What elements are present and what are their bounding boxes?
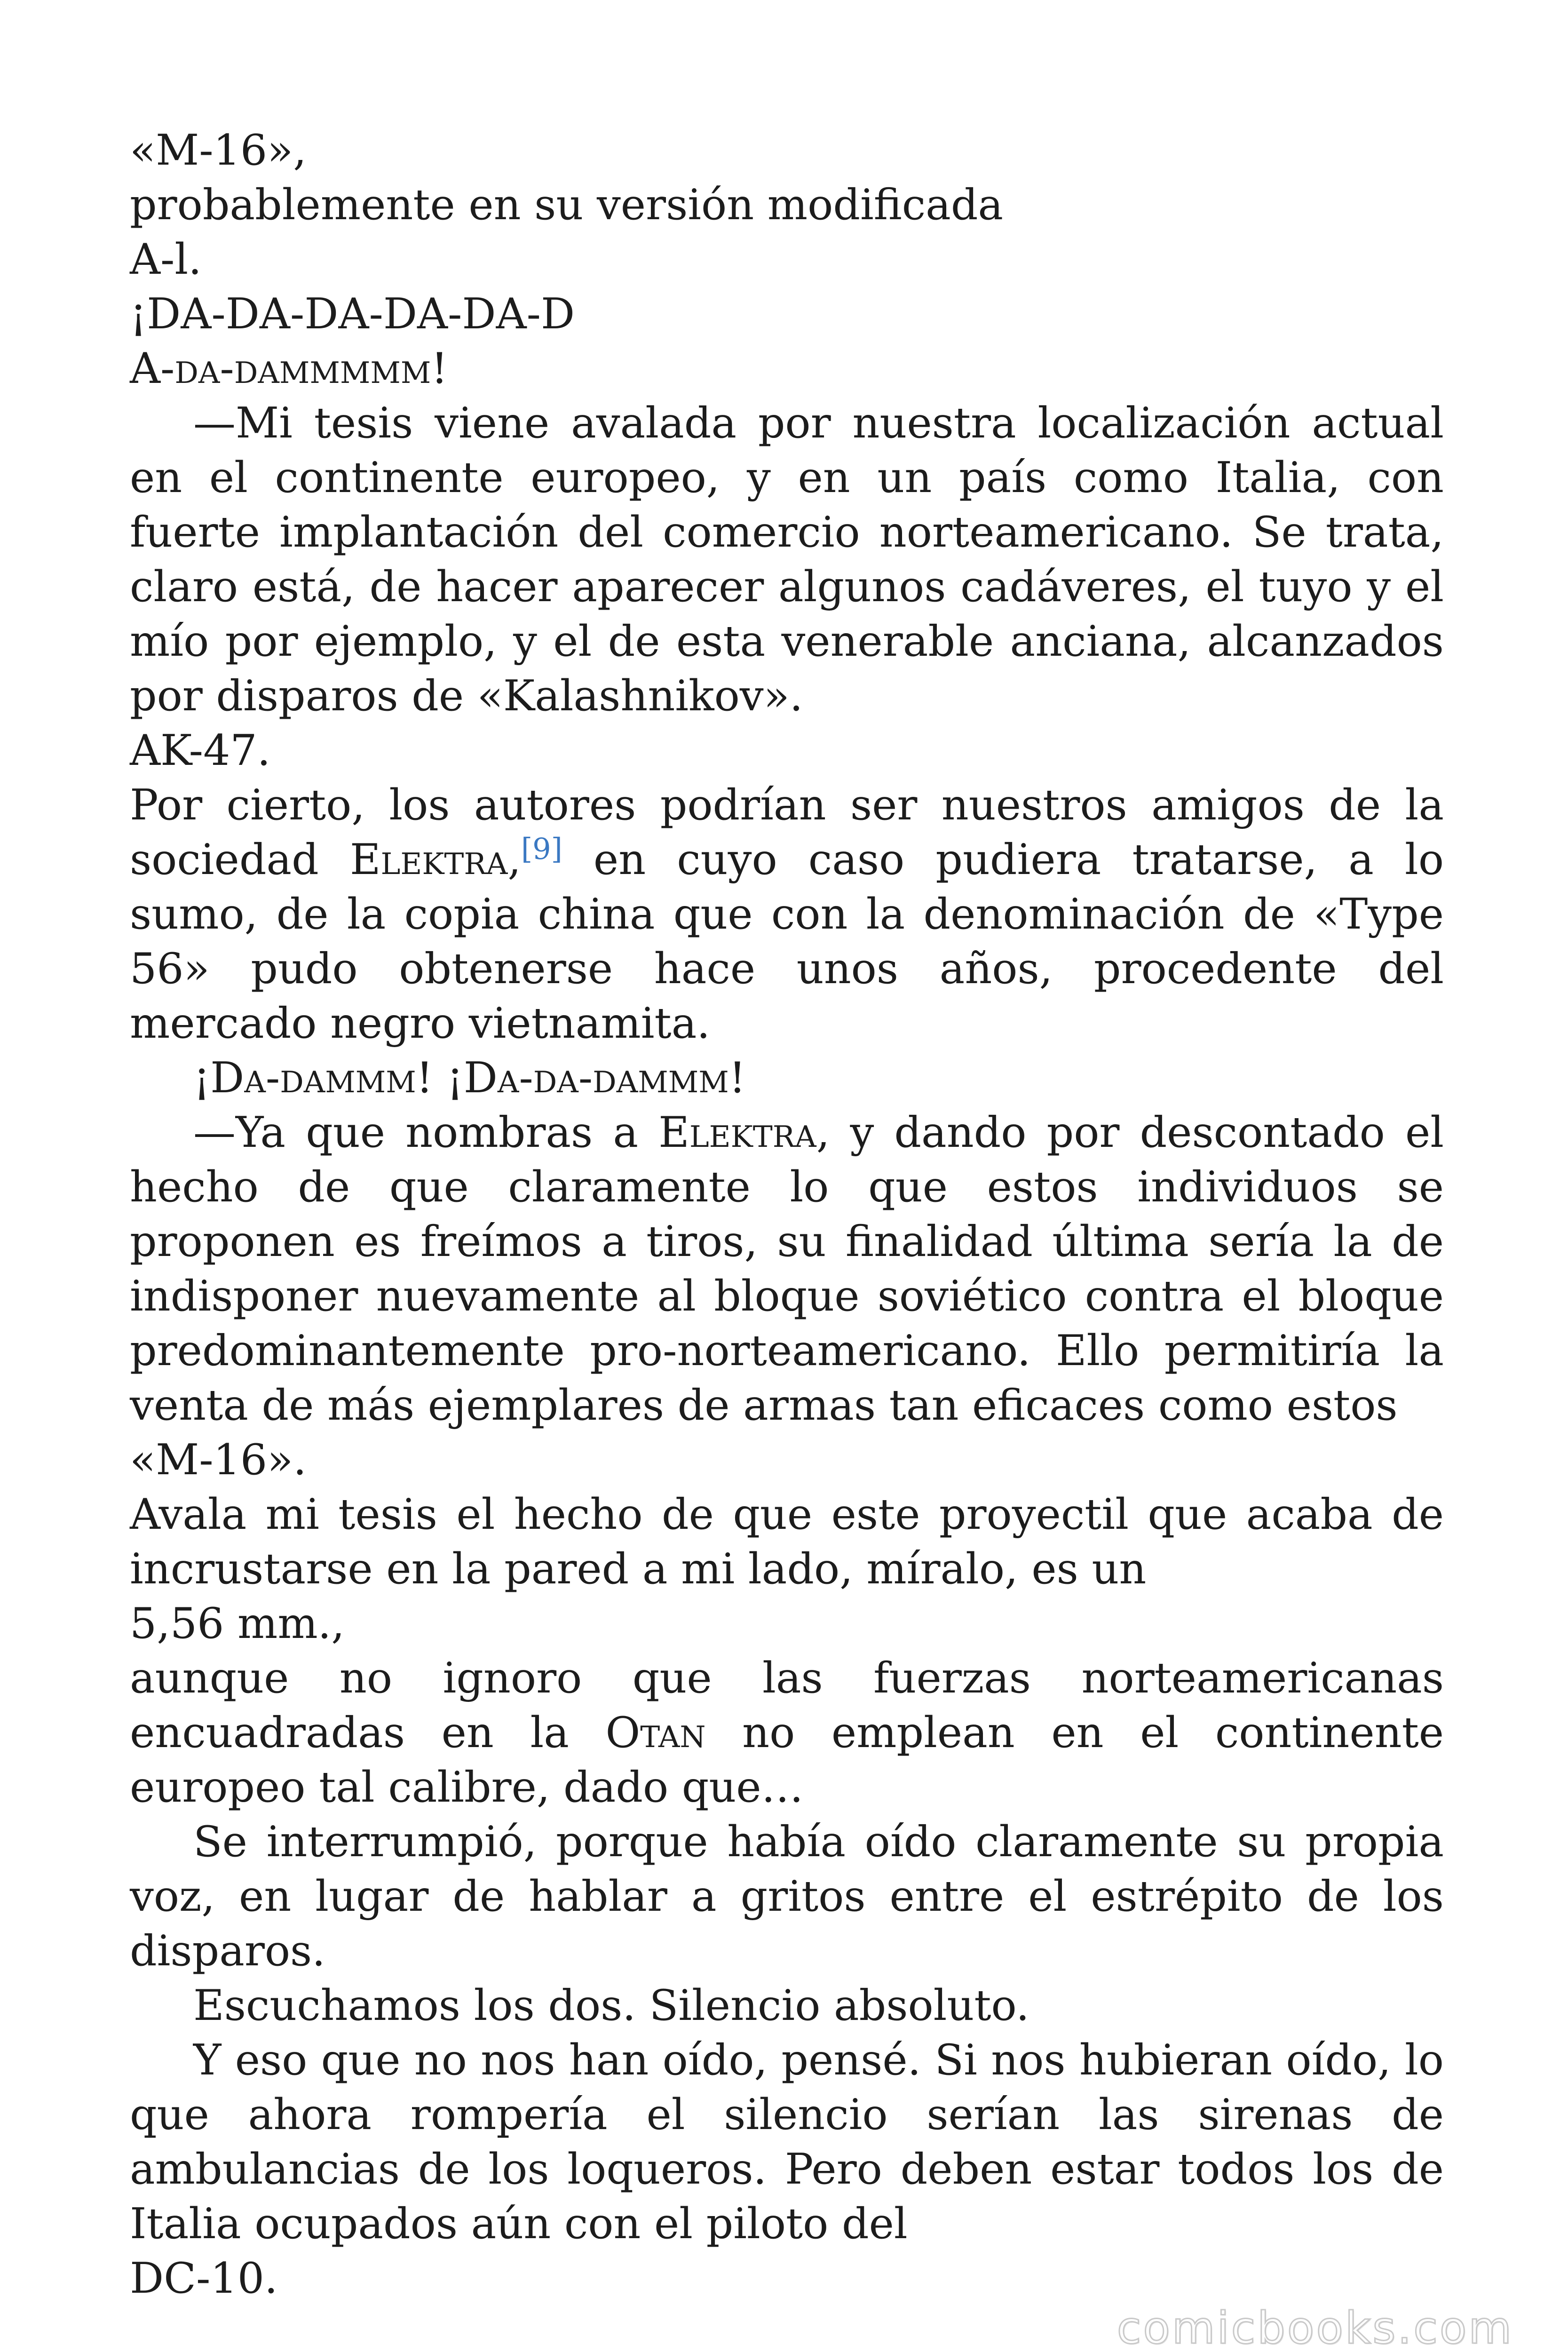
text-line: «M-16». — [130, 1435, 307, 1485]
text-line-small-caps: A-da-dammmmm! — [130, 344, 448, 393]
paragraph: Se interrumpió, porque había oído claramente su propia voz, en lugar de hablar a gritos entre el estrépito de los disparos. — [130, 1817, 1444, 1976]
paragraph — [130, 778, 1444, 1051]
text-line: probablemente en su versión modificada — [130, 180, 1004, 230]
paragraph-text: en cuyo caso pudiera tratarse, a lo sumo, de la copia china que con la denominación de «Type 56» pudo obtenerse hace unos años, procedente del mercado negro vietnamita. — [130, 835, 1444, 1048]
paragraph — [130, 1105, 1444, 1433]
book-page-text — [130, 123, 1444, 2306]
otan-small-caps: Otan — [605, 1708, 706, 1757]
text-line: «M-16», — [130, 126, 307, 175]
paragraph — [130, 1651, 1444, 1815]
text-line: AK-47. — [130, 726, 271, 775]
paragraph-text: aunque no ignoro que las fuerzas norteamericanas encuadradas en la — [130, 1653, 1444, 1757]
paragraph: Y eso que no nos han oído, pensé. Si nos hubieran oído, lo que ahora rompería el silencio serían las sirenas de ambulancias de los loqueros. Pero deben estar todos los de Italia ocupados aún con el piloto del — [130, 2035, 1444, 2249]
text-line: ¡DA-DA-DA-DA-DA-D — [130, 289, 575, 339]
text-line: A-l. — [130, 235, 202, 284]
text-line: DC-10. — [130, 2254, 278, 2303]
footnote-link[interactable]: [9] — [521, 832, 562, 866]
paragraph: —Mi tesis viene avalada por nuestra localización actual en el continente europeo, y en un país como Italia, con fuerte implantación del comercio norteamericano. Se trata, claro está, de hacer aparecer algunos cadáveres, el tuyo y el mío por ejemplo, y el de esta venerable anciana, alcanzados por disparos de «Kalashnikov». — [130, 398, 1444, 721]
text-line: 5,56 mm., — [130, 1599, 345, 1648]
paragraph: Avala mi tesis el hecho de que este proyectil que acaba de incrustarse en la pared a mi lado, míralo, es un — [130, 1490, 1444, 1594]
paragraph-text: Por cierto, los autores podrían ser nuestros amigos de la sociedad — [130, 780, 1444, 884]
paragraph: Escuchamos los dos. Silencio absoluto. — [193, 1981, 1029, 2030]
comma: , — [507, 835, 521, 884]
paragraph-text: —Ya que nombras a — [193, 1108, 659, 1157]
elektra-small-caps: Elektra — [658, 1108, 816, 1157]
paragraph-text: , y dando por descontado el hecho de que claramente lo que estos individuos se proponen es freímos a tiros, su finalidad última sería la de indisponer nuevamente al bloque soviético contra el bloque predominantemente pro-norteamericano. Ello permitiría la venta de más ejemplares de armas tan eficaces como estos — [130, 1108, 1444, 1430]
paragraph-text: no emplean en el continente europeo tal calibre, dado que… — [130, 1708, 1444, 1812]
elektra-small-caps: Elektra — [349, 835, 508, 884]
paragraph-sound-effect: ¡Da-dammm! ¡Da-da-dammm! — [193, 1053, 746, 1103]
watermark: comicbooks.com — [1117, 2303, 1513, 2352]
